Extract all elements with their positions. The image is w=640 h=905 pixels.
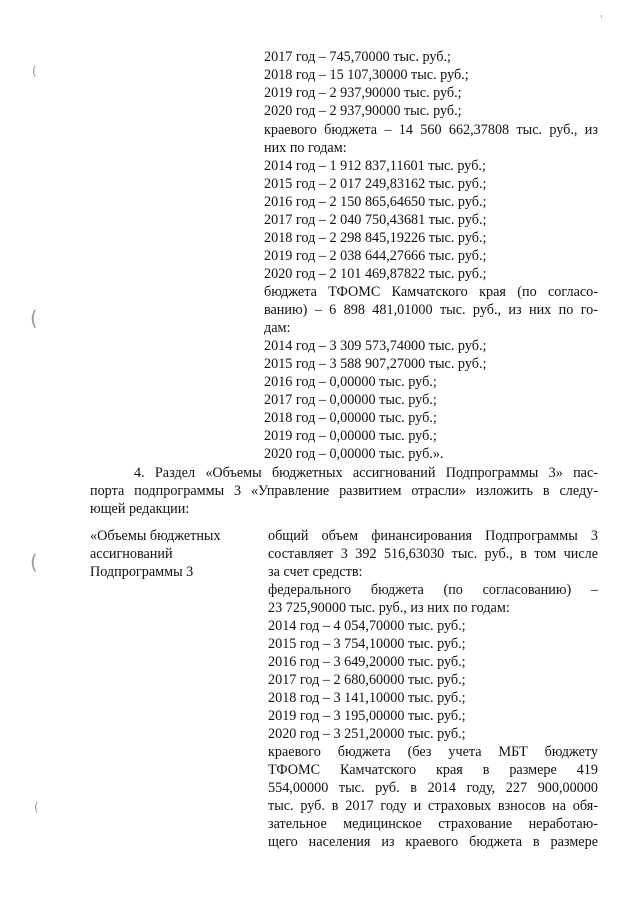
- scan-mark-mid1: (: [30, 306, 38, 330]
- table-right-cell-line: составляет 3 392 516,63030 тыс. руб., в том числе: [268, 546, 598, 562]
- table-right-cell-line: краевого бюджета (без учета МБТ бюджету: [268, 744, 598, 760]
- table-right-cell-line: федерального бюджета (по согласованию) –: [268, 582, 598, 598]
- budget-line: 2019 год – 2 937,90000 тыс. руб.;: [264, 85, 462, 101]
- table-right-cell-line: 2018 год – 3 141,10000 тыс. руб.;: [268, 690, 466, 706]
- scan-mark-mid2: (: [30, 550, 38, 574]
- paragraph-4-line: порта подпрограммы 3 «Управление развитием отрасли» изложить в следу-: [90, 483, 598, 499]
- table-right-cell-line: 2019 год – 3 195,00000 тыс. руб.;: [268, 708, 466, 724]
- budget-line: 2017 год – 0,00000 тыс. руб.;: [264, 392, 437, 408]
- table-left-cell-line: «Объемы бюджетных: [90, 528, 221, 544]
- scan-mark-top: (: [32, 64, 37, 78]
- table-right-cell-line: 2015 год – 3 754,10000 тыс. руб.;: [268, 636, 466, 652]
- budget-line: 2017 год – 2 040 750,43681 тыс. руб.;: [264, 212, 487, 228]
- table-right-cell-line: 23 725,90000 тыс. руб., из них по годам:: [268, 600, 510, 616]
- budget-line: 2019 год – 0,00000 тыс. руб.;: [264, 428, 437, 444]
- scan-mark-corner: ': [600, 14, 603, 25]
- budget-line: 2014 год – 1 912 837,11601 тыс. руб.;: [264, 158, 486, 174]
- budget-line: дам:: [264, 320, 291, 336]
- budget-line: них по годам:: [264, 140, 347, 156]
- budget-line: краевого бюджета – 14 560 662,37808 тыс. руб., из: [264, 122, 598, 138]
- budget-line: 2014 год – 3 309 573,74000 тыс. руб.;: [264, 338, 487, 354]
- budget-line: 2016 год – 0,00000 тыс. руб.;: [264, 374, 437, 390]
- budget-line: 2018 год – 0,00000 тыс. руб.;: [264, 410, 437, 426]
- table-right-cell-line: тыс. руб. в 2017 году и страховых взносов на обя-: [268, 798, 598, 814]
- table-right-cell-line: 2016 год – 3 649,20000 тыс. руб.;: [268, 654, 466, 670]
- scan-mark-bottom: (: [34, 800, 39, 814]
- budget-line: 2020 год – 0,00000 тыс. руб.».: [264, 446, 444, 462]
- budget-line: 2020 год – 2 101 469,87822 тыс. руб.;: [264, 266, 487, 282]
- table-right-cell-line: за счет средств:: [268, 564, 363, 580]
- table-right-cell-line: 554,00000 тыс. руб. в 2014 году, 227 900,00000: [268, 780, 598, 796]
- budget-line: 2016 год – 2 150 865,64650 тыс. руб.;: [264, 194, 487, 210]
- budget-line: 2018 год – 15 107,30000 тыс. руб.;: [264, 67, 469, 83]
- budget-line: бюджета ТФОМС Камчатского края (по согласо-: [264, 284, 598, 300]
- table-right-cell-line: 2020 год – 3 251,20000 тыс. руб.;: [268, 726, 466, 742]
- budget-line: 2019 год – 2 038 644,27666 тыс. руб.;: [264, 248, 487, 264]
- budget-line: 2017 год – 745,70000 тыс. руб.;: [264, 49, 451, 65]
- table-right-cell-line: 2017 год – 2 680,60000 тыс. руб.;: [268, 672, 466, 688]
- table-left-cell-line: Подпрограммы 3: [90, 564, 194, 580]
- table-right-cell-line: зательное медицинское страхование неработаю-: [268, 816, 598, 832]
- table-right-cell-line: ТФОМС Камчатского края в размере 419: [268, 762, 598, 778]
- paragraph-4-line: 4. Раздел «Объемы бюджетных ассигнований Подпрограммы 3» пас-: [134, 465, 598, 481]
- budget-line: 2015 год – 3 588 907,27000 тыс. руб.;: [264, 356, 487, 372]
- budget-line: 2018 год – 2 298 845,19226 тыс. руб.;: [264, 230, 487, 246]
- table-right-cell-line: общий объем финансирования Подпрограммы 3: [268, 528, 598, 544]
- budget-line: ванию) – 6 898 481,01000 тыс. руб., из них по го-: [264, 302, 598, 318]
- paragraph-4-line: ющей редакции:: [90, 501, 190, 517]
- table-right-cell-line: 2014 год – 4 054,70000 тыс. руб.;: [268, 618, 466, 634]
- budget-line: 2020 год – 2 937,90000 тыс. руб.;: [264, 103, 462, 119]
- table-left-cell-line: ассигнований: [90, 546, 173, 562]
- budget-line: 2015 год – 2 017 249,83162 тыс. руб.;: [264, 176, 487, 192]
- table-right-cell-line: щего населения из краевого бюджета в размере: [268, 834, 598, 850]
